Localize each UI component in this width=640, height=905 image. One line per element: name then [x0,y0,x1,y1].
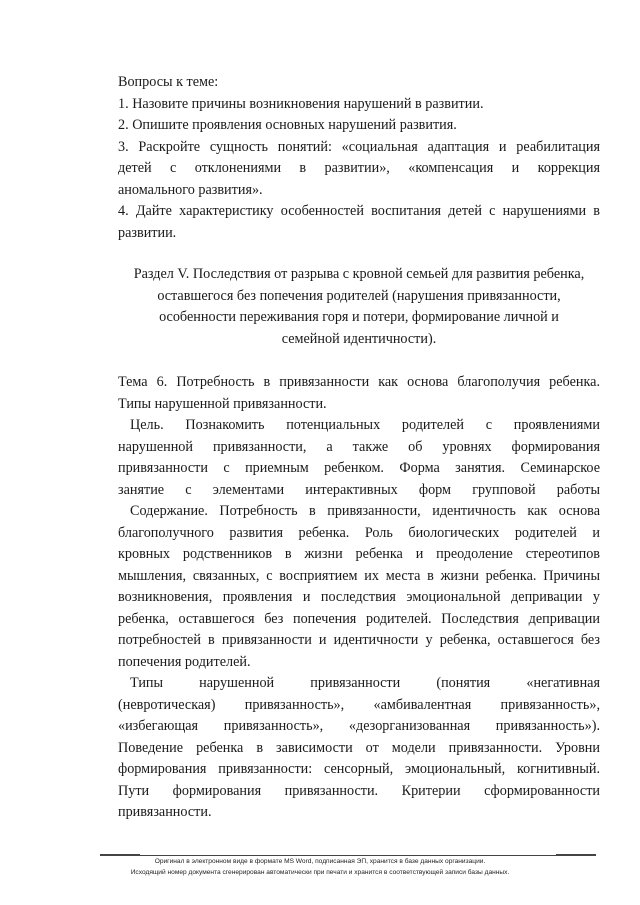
topic-title-line: Типы нарушенной привязанности. [118,395,327,412]
footer-divider-tick [100,854,140,855]
question-4-line: 4. Дайте характеристику особенностей воспитания детей с нарушениями в [118,203,600,219]
topic-block [118,372,600,824]
types-line: «избегающая привязанность», «дезорганизованная привязанность»). [118,718,600,734]
types-line: Поведение ребенка в зависимости от модели привязанности. Уровни [118,739,600,756]
types-line: (невротическая) привязанность», «амбивалентная привязанность», [118,696,600,713]
question-3-line: аномального развития». [118,181,263,198]
question-3-line: детей с отклонениями в развитии», «компенсация и коррекция [118,160,600,176]
content-line: Содержание. Потребность в привязанности, идентичность как основа [130,503,600,519]
section-title-line: оставшегося без попечения родителей (нарушения привязанности, [157,287,561,304]
footer-divider [100,855,596,856]
goal-line: привязанности с приемным ребенком. Форма занятия. Семинарское [118,460,600,476]
section-title-line: особенности переживания горя и потери, формирование личной и [159,309,559,325]
content-line: ребенка, оставшегося без попечения родителей. Последствия депривации [118,610,600,627]
types-line: Типы нарушенной привязанности (понятия «негативная [130,675,600,691]
content-line: кровных родственников в жизни ребенка и преодоление стереотипов [118,546,600,562]
content-line: потребностей в привязанности и идентичности у ребенка, оставшегося без [118,632,600,648]
question-4-line: развитии. [118,224,177,241]
types-line: формирования привязанности: сенсорный, эмоциональный, когнитивный. [118,761,600,777]
types-line: Пути формирования привязанности. Критерии сформированности [118,782,600,799]
topic-title-line: Тема 6. Потребность в привязанности как основа благополучия ребенка. [118,374,600,390]
types-line: привязанности. [118,804,212,820]
content-line: возникновения, проявления и последствия эмоциональной депривации у [118,589,600,605]
section-title-line: Раздел V. Последствия от разрыва с кровной семьей для развития ребенка, [133,266,585,282]
goal-line: занятие с элементами интерактивных форм групповой работы [118,481,600,498]
footer-divider-tick [556,854,596,855]
content-line: мышления, связанных, с восприятием их места в жизни ребенка. Причины [118,567,600,584]
goal-line: нарушенной привязанности, а также об уровнях формирования [118,438,600,455]
questions-block [118,72,600,244]
question-2: 2. Опишите проявления основных нарушений развития. [118,117,457,133]
footer-note-line-1: Оригинал в электронном виде в формате MS Word, подписанная ЭП, хранится в базе данных организации. [154,858,486,865]
document-page [118,72,600,824]
questions-heading: Вопросы к теме: [118,74,219,90]
content-line: благополучного развития ребенка. Роль биологических родителей и [118,524,600,541]
section-title-line: семейной идентичности). [281,330,437,347]
question-1: 1. Назовите причины возникновения нарушений в развитии. [118,95,484,112]
content-line: попечения родителей. [118,653,251,670]
goal-line: Цель. Познакомить потенциальных родителей с проявлениями [130,417,600,433]
section-title [118,264,600,350]
question-3-line: 3. Раскройте сущность понятий: «социальная адаптация и реабилитация [118,138,600,155]
footer-note-line-2: Исходящий номер документа сгенерирован автоматически при печати и хранится в соответствующей записи базы данных. [130,869,510,876]
